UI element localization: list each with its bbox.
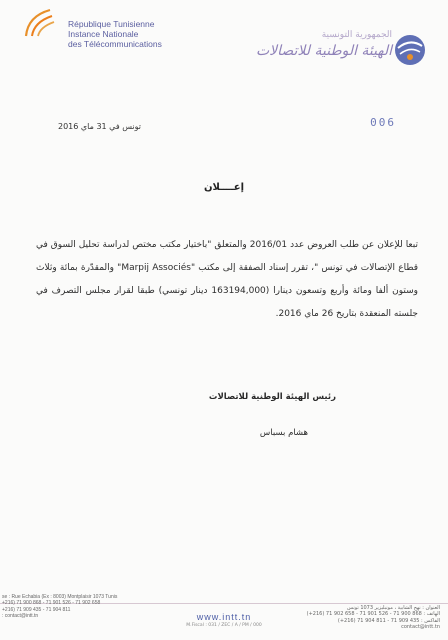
footer-line: الهاتف : 868 900 71 - 526 901 71 - 658 902 71 (216+) <box>306 611 440 618</box>
document-date: تونس في 31 ماي 2016 <box>58 122 141 131</box>
intt-logo-fr <box>20 6 170 52</box>
website-link[interactable]: www.intt.tn <box>196 612 252 622</box>
signatory-name: هشام بسباس <box>259 428 308 438</box>
emblem-icon <box>392 32 428 68</box>
announcement-body <box>36 234 418 326</box>
body-paragraph: تبعا للإعلان عن طلب العروض عدد 2016/01 والمتعلق "باختيار مكتب مختص لدراسة تحليل السوق في قطاع الإتصالات في تونس "، تقرر إسناد الصفقة إلى مكتب "Marpij Associés" والمقدّرة بمائة وثلاث وستون ألفا ومائة وأربع وتسعون دينارا (163194,000 دينار تونسي) طبقا لقرار مجلس التصرف في جلسته المنعقدة بتاريخ 26 ماي 2016. <box>36 240 419 319</box>
footer-line: contact@intt.tn <box>401 624 440 631</box>
footer-line: +216) 71 909 435 - 71 904 811 <box>2 606 71 613</box>
org-fr-line: des Télécommunications <box>68 39 162 49</box>
page-title: إعــــلان <box>203 182 245 193</box>
org-ar-line-1: الجمهورية التونسية <box>321 30 392 40</box>
footer-contact-ar <box>307 605 440 631</box>
org-fr-line: République Tunisienne <box>68 19 155 29</box>
org-fr-line: Instance Nationale <box>68 29 139 39</box>
footer-line: +216) 71 900 868 - 71 901 526 - 71 902 658 <box>2 600 101 607</box>
footer-line: العنوان : نهج الشابية ، مونبليزير 1073 تونس <box>346 605 440 611</box>
footer-line: الفاكس : 435 909 71 - 811 904 71 (216+) <box>337 617 440 624</box>
footer-line: se : Rue Echabia (Ex : 8003) Montplaisir 1073 Tunis <box>2 594 118 600</box>
signatory-title: رئيس الهيئة الوطنية للاتصالات <box>208 392 336 402</box>
intt-logo-ar <box>255 26 436 78</box>
arc-logo-icon <box>20 6 60 40</box>
fiscal-id: M.Fiscal : 031 / ZEC / A / PM / 000 <box>186 623 262 628</box>
org-ar-line-2: الهيئة الوطنية للاتصالات <box>255 43 392 59</box>
footer-line: : contact@intt.tn <box>2 613 39 620</box>
org-name-fr <box>68 19 162 49</box>
reference-number: 006 <box>370 116 396 129</box>
